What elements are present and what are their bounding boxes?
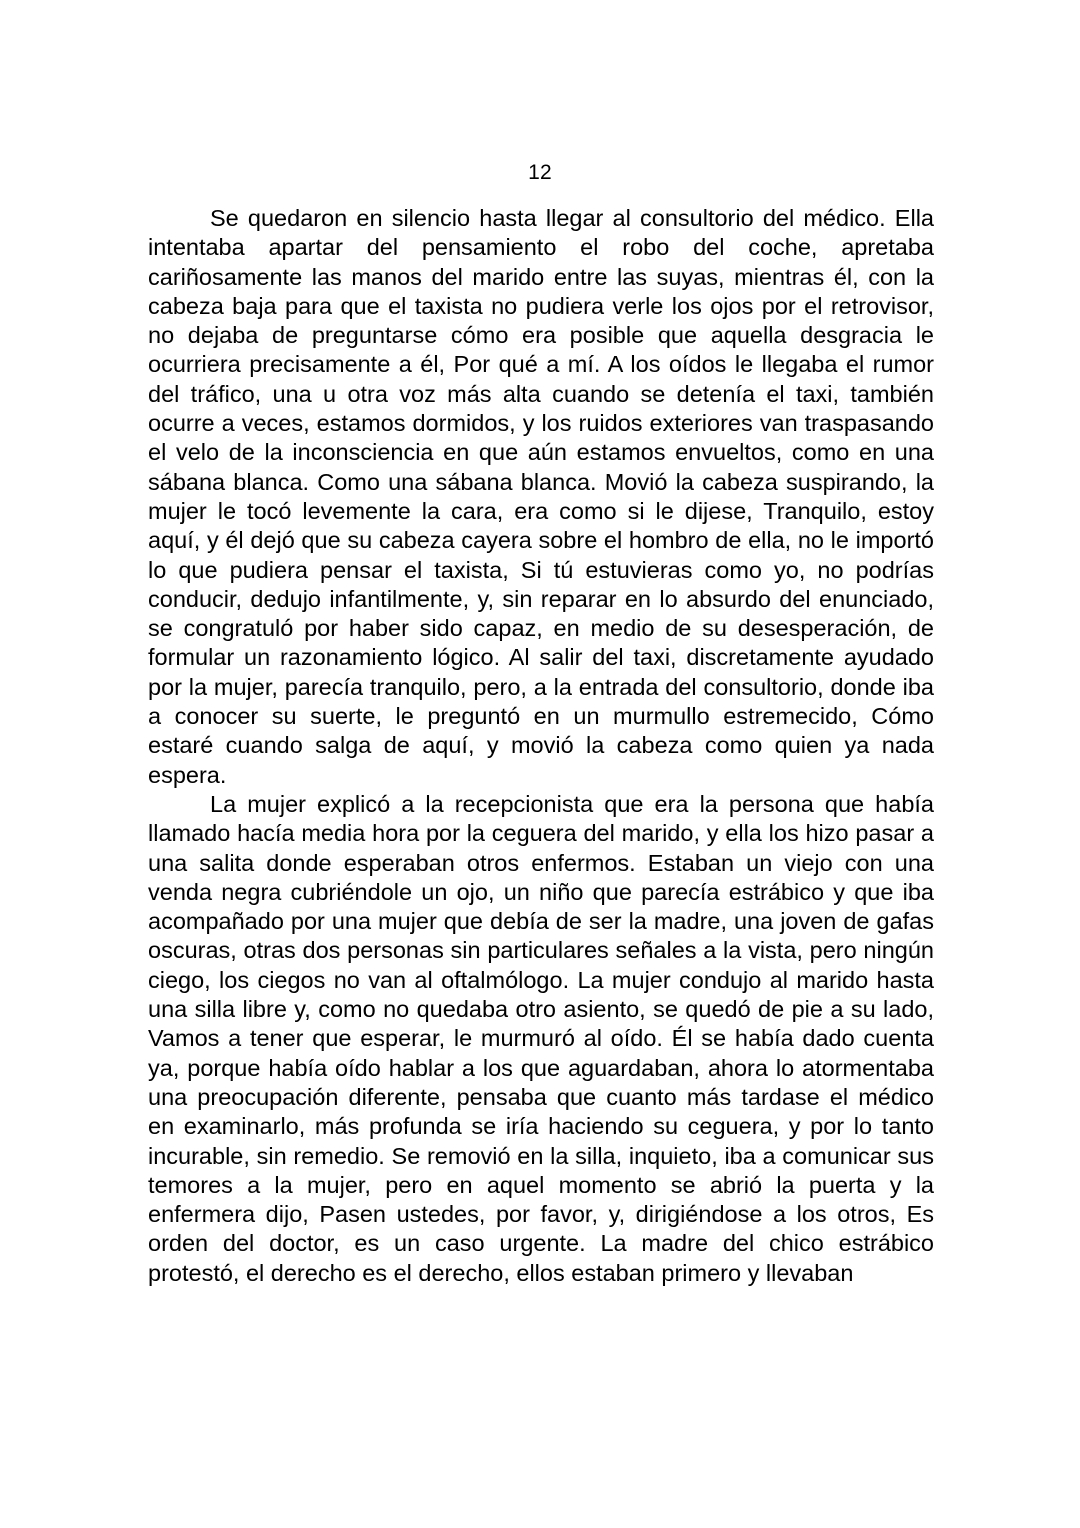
page-number: 12 <box>528 161 552 184</box>
body-text <box>148 204 934 1288</box>
paragraph: Se quedaron en silencio hasta llegar al consultorio del médico. Ella intentaba apartar del pensamiento el robo del coche, apretaba cariñosamente las manos del marido entre las suyas, mientras él, con la cabeza baja para que el taxista no pudiera verle los ojos por el retrovisor, no dejaba de preguntarse cómo era posible que aquella desgracia le ocurriera precisamente a él, Por qué a mí. A los oídos le llegaba el rumor del tráfico, una u otra voz más alta cuando se detenía el taxi, también ocurre a veces, estamos dormidos, y los ruidos exteriores van traspasando el velo de la inconsciencia en que aún estamos envueltos, como en una sábana blanca. Como una sábana blanca. Movió la cabeza suspirando, la mujer le tocó levemente la cara, era como si le dijese, Tranquilo, estoy aquí, y él dejó que su cabeza cayera sobre el hombro de ella, no le importó lo que pudiera pensar el taxista, Si tú estuvieras como yo, no podrías conducir, dedujo infantilmente, y, sin reparar en lo absurdo del enunciado, se congratuló por haber sido capaz, en medio de su desesperación, de formular un razonamiento lógico. Al salir del taxi, discretamente ayudado por la mujer, parecía tranquilo, pero, a la entrada del consultorio, donde iba a conocer su suerte, le preguntó en un murmullo estremecido, Cómo estaré cuando salga de aquí, y movió la cabeza como quien ya nada espera. <box>148 205 934 788</box>
paragraph: La mujer explicó a la recepcionista que era la persona que había llamado hacía media hora por la ceguera del marido, y ella los hizo pasar a una salita donde esperaban otros enfermos. Estaban un viejo con una venda negra cubriéndole un ojo, un niño que parecía estrábico y que iba acompañado por una mujer que debía de ser la madre, una joven de gafas oscuras, otras dos personas sin particulares señales a la vista, pero ningún ciego, los ciegos no van al oftalmólogo. La mujer condujo al marido hasta una silla libre y, como no quedaba otro asiento, se quedó de pie a su lado, Vamos a tener que esperar, le murmuró al oído. Él se había dado cuenta ya, porque había oído hablar a los que aguardaban, ahora lo atormentaba una preocupación diferente, pensaba que cuanto más tardase el médico en examinarlo, más profunda se iría haciendo su ceguera, y por lo tanto incurable, sin remedio. Se removió en la silla, inquieto, iba a comunicar sus temores a la mujer, pero en aquel momento se abrió la puerta y la enfermera dijo, Pasen ustedes, por favor, y, dirigiéndose a los otros, Es orden del doctor, es un caso urgente. La madre del chico estrábico protestó, el derecho es el derecho, ellos estaban primero y llevaban <box>148 790 934 1286</box>
